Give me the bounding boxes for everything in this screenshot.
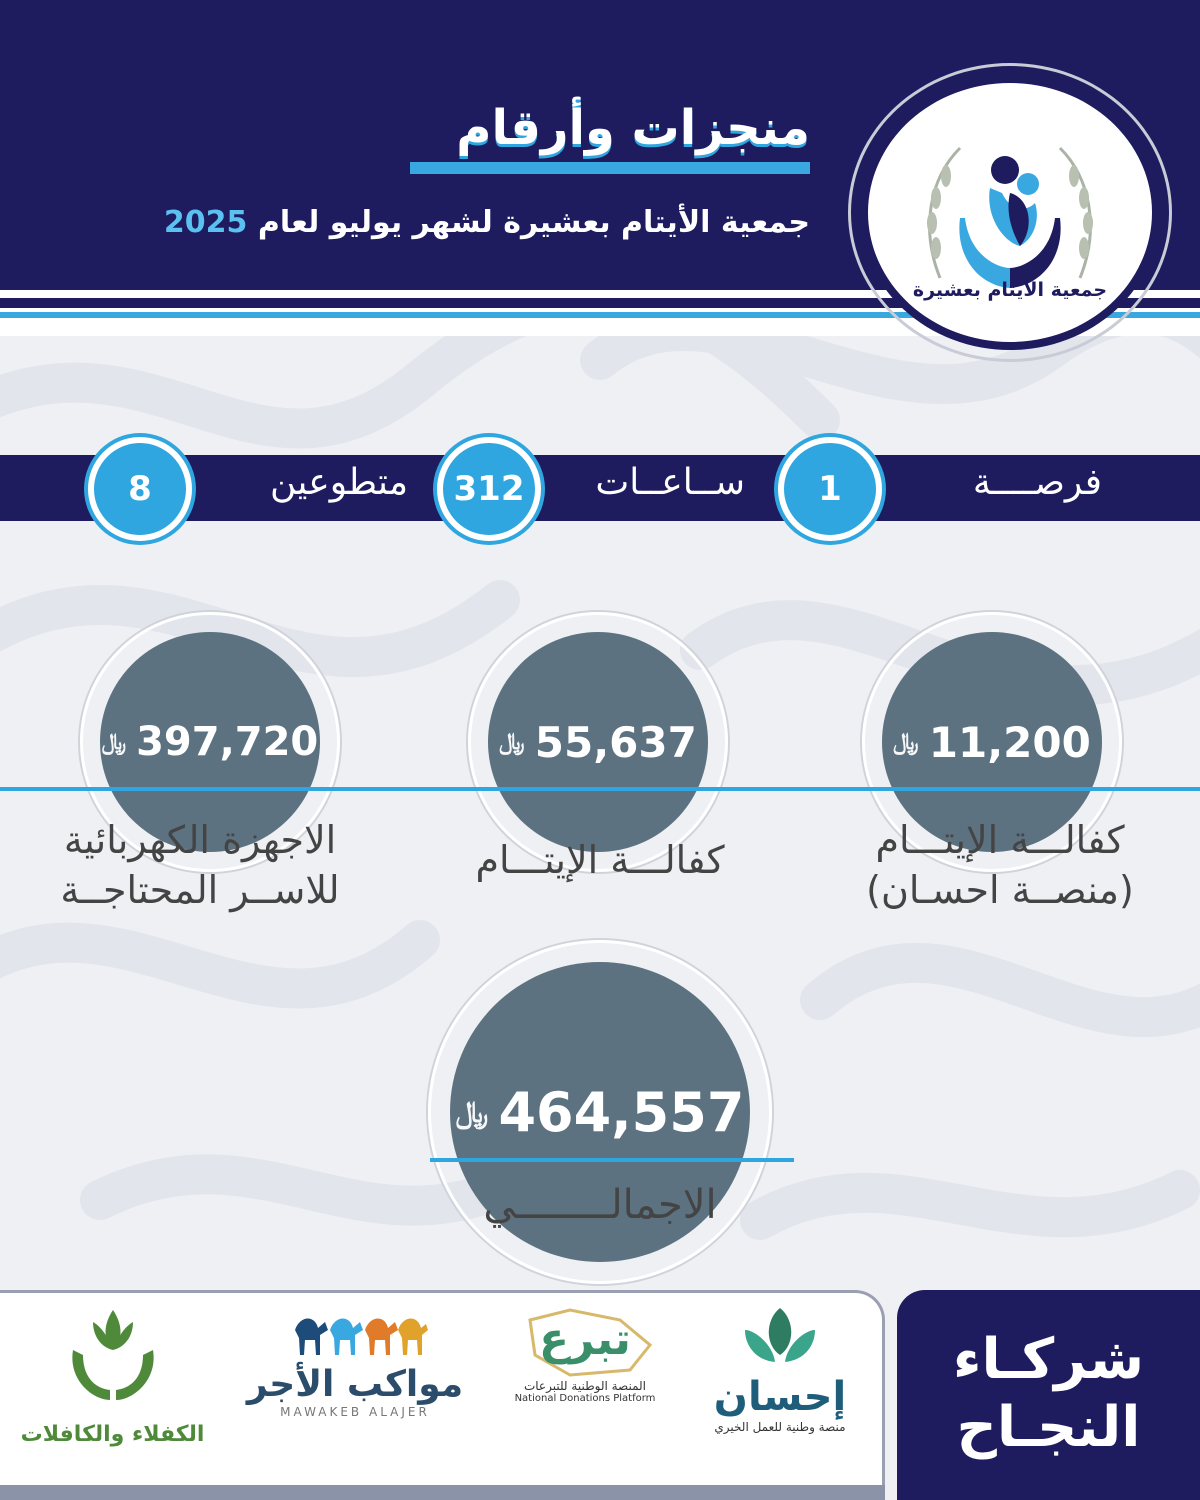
total-circle [428,940,772,1284]
partner-tabarru [500,1300,670,1490]
stat-value-volunteers: 8 [88,437,192,541]
stat-label-hours: ســاعــات [595,462,745,503]
amount-label-line2: (منصــة احسـان) [866,868,1134,912]
partner-mawakeb [245,1300,465,1490]
total-underline [430,1158,794,1162]
ehsan-logo-icon [725,1300,835,1370]
partners-title-line2: النجـاح [956,1395,1141,1460]
partner-name: إحسان [713,1374,847,1420]
amount-underline [0,787,400,791]
amount-underline [400,787,800,791]
partner-ehsan [700,1300,860,1490]
partner-name: تبرع [539,1314,631,1365]
amount-value: 55,637 [534,717,697,767]
riyal-icon: ﷼ [499,729,525,755]
partners-title [897,1290,1200,1500]
riyal-icon: ﷼ [455,1094,489,1130]
logo-text: جمعية الأيتام بعشيرة [912,279,1108,301]
riyal-icon: ﷼ [101,729,127,755]
partner-subtitle: MAWAKEB ALAJER [280,1405,430,1419]
partners-title-line1: شركـاء [952,1327,1145,1392]
title-underline [410,162,810,174]
stat-value-hours: 312 [437,437,541,541]
lotus-hands-icon [58,1300,168,1410]
partner-kofalaa [20,1300,205,1490]
amount-circle-orphan-sponsorship [468,612,728,872]
amount-disc [488,632,708,852]
partner-subtitle: منصة وطنية للعمل الخيري [714,1420,846,1434]
bottom-bar [0,1485,885,1500]
stat-value-opportunities: 1 [778,437,882,541]
amount-value: 11,200 [928,717,1091,767]
page-subtitle [164,205,810,240]
page-title: منجزات وأرقام [456,100,810,156]
riyal-icon: ﷼ [893,729,919,755]
amount-label-line1: كفالـــة الإيتـــام [875,818,1125,862]
amount-label-line2: للاســر المحتاجــة [60,868,340,912]
amount-value: 397,720 [136,719,319,765]
amount-label-3 [10,815,390,915]
organization-logo [860,75,1160,350]
partner-subtitle-en: National Donations Platform [514,1393,656,1404]
amount-label-line1: كفالـــة الإيتـــام [475,838,725,882]
total-value: 464,557 [498,1080,745,1144]
partner-name: الكفلاء والكافلات [20,1422,205,1447]
amount-label-line1: الاجهزة الكهربائية [63,818,337,862]
amount-label-2 [400,835,800,885]
partner-name: مواكب الأجر [246,1364,464,1405]
partner-subtitle: المنصة الوطنية للتبرعات [523,1379,647,1393]
stat-label-volunteers: متطوعين [269,462,408,503]
camels-caravan-icon [280,1300,430,1360]
amount-underline [800,787,1200,791]
total-label: الاجمالــــــــي [483,1182,717,1228]
subtitle-text: جمعية الأيتام بعشيرة لشهر يوليو لعام [257,205,810,240]
amount-label-1 [800,815,1200,915]
subtitle-year: 2025 [163,205,248,240]
stat-label-opportunities: فرصــــة [972,462,1102,503]
